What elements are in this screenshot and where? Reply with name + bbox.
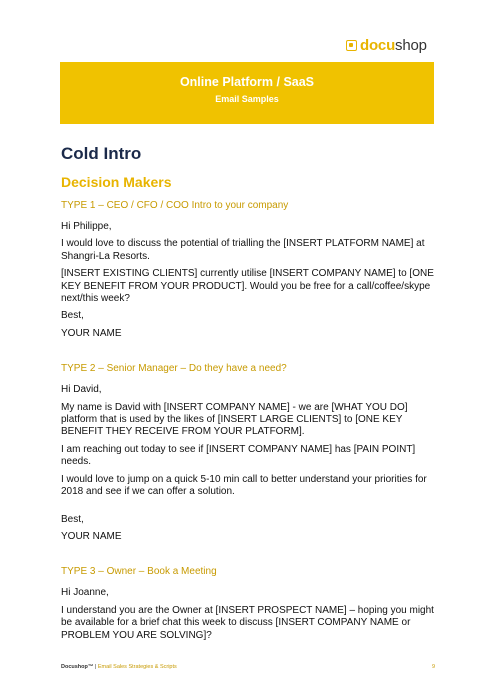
email-type-label: TYPE 2 – Senior Manager – Do they have a need? (61, 363, 287, 375)
document-content (61, 140, 435, 647)
logo-text-shop: shop (395, 36, 427, 54)
docushop-logo (346, 36, 427, 54)
banner-title: Online Platform / SaaS (179, 75, 315, 89)
email-paragraph: I would love to discuss the potential of trialling the [INSERT PLATFORM NAME] at Shangri-La Resorts. (61, 238, 425, 262)
page-footer (61, 664, 435, 670)
page-number: 9 (431, 664, 435, 670)
email-type-label: TYPE 1 – CEO / CFO / COO Intro to your company (61, 200, 289, 211)
email-paragraph: I would love to jump on a quick 5-10 min call to better understand your priorities for 2018 and see if we can offer a solution. (61, 473, 427, 498)
email-paragraph: I understand you are the Owner at [INSERT PROSPECT NAME] – hoping you might be available for a brief chat this week to discuss [INSERT COMPANY NAME or PROBLEM YOU ARE SOLVING]? (61, 604, 434, 641)
header-banner (60, 62, 434, 124)
footer-subtitle: Email Sales Strategies & Scripts (97, 664, 177, 670)
banner-subtitle: Email Samples (215, 94, 279, 104)
email-greeting: Hi Joanne, (61, 587, 109, 599)
email-paragraph: [INSERT EXISTING CLIENTS] currently utilise [INSERT COMPANY NAME] to [ONE KEY BENEFIT FROM YOUR PRODUCT]. Would you be free for a call/coffee/skype next/this week? (61, 268, 434, 305)
email-type-label: TYPE 3 – Owner – Book a Meeting (61, 566, 217, 578)
email-paragraph: My name is David with [INSERT COMPANY NAME] - we are [WHAT YOU DO] platform that is used by the likes of [INSERT LARGE CLIENTS] to [ONE KEY BENEFIT THEY RECEIVE FROM YOUR PLATFORM]. (61, 401, 408, 438)
email-signoff: Best, (61, 513, 84, 525)
email-greeting: Hi Philippe, (61, 221, 112, 232)
email-signature: YOUR NAME (61, 530, 122, 542)
email-signature: YOUR NAME (61, 327, 122, 339)
logo-text-docu: docu (360, 36, 396, 54)
email-signoff: Best, (61, 310, 84, 322)
footer-separator: | (93, 664, 98, 670)
section-subheading: Decision Makers (61, 174, 172, 190)
logo-box-icon (346, 40, 357, 51)
email-greeting: Hi David, (61, 384, 102, 396)
section-heading: Cold Intro (61, 144, 142, 163)
email-paragraph: I am reaching out today to see if [INSERT COMPANY NAME] has [PAIN POINT] needs. (61, 443, 416, 468)
footer-brand: Docushop™ (61, 664, 94, 670)
